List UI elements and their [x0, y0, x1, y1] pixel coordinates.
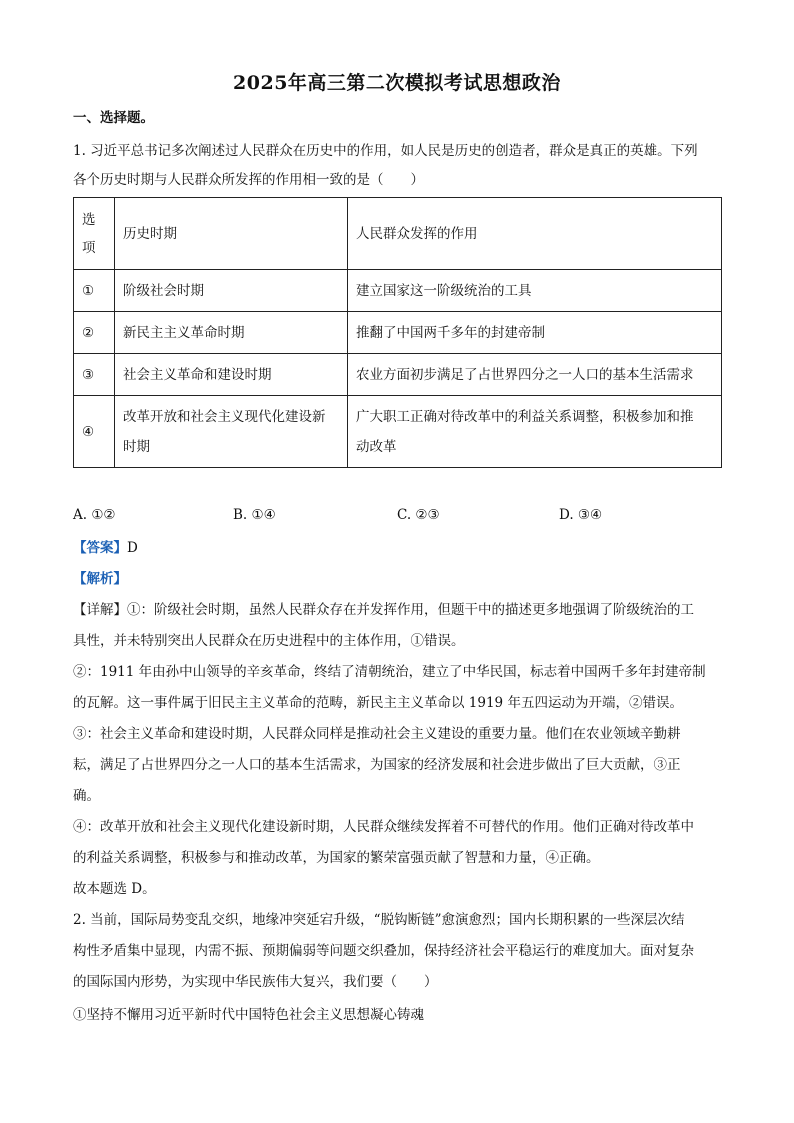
table-row [74, 312, 722, 354]
q1-table [73, 197, 722, 468]
table-row [74, 270, 722, 312]
row-period: 新民主主义革命时期 [115, 312, 348, 354]
conclusion-line: 故本题选 D。 [73, 881, 156, 897]
q2-stem-line-3: 的国际国内形势，为实现中华民族伟大复兴，我们要（ ） [73, 974, 438, 990]
explanation-line: ③：社会主义革命和建设时期，人民群众同样是推动社会主义建设的重要力量。他们在农业领域辛勤耕 [73, 726, 681, 742]
option-a: A. ①② [73, 507, 116, 523]
analysis-tag: 【解析】 [73, 571, 127, 587]
row-period: 阶级社会时期 [115, 270, 348, 312]
table-row [74, 354, 722, 396]
header-option-char-1: 选 [82, 211, 96, 228]
explanation-line: 具性，并未特别突出人民群众在历史进程中的主体作用，①错误。 [73, 633, 465, 649]
page-title: 2025年高三第二次模拟考试思想政治 [233, 72, 561, 94]
row-role: 建立国家这一阶级统治的工具 [348, 270, 722, 312]
explanation-line: 【详解】①：阶级社会时期，虽然人民群众存在并发挥作用，但题干中的描述更多地强调了阶级统治的工 [73, 602, 694, 618]
row-role: 推翻了中国两千多年的封建帝制 [348, 312, 722, 354]
row-number: ④ [74, 396, 115, 468]
explanation-line: 的利益关系调整，积极参与和推动改革，为国家的繁荣富强贡献了智慧和力量，④正确。 [73, 850, 600, 866]
row-role [348, 396, 722, 468]
header-role-cell: 人民群众发挥的作用 [348, 198, 722, 270]
explanation-line: ④：改革开放和社会主义现代化建设新时期，人民群众继续发挥着不可替代的作用。他们正确对待改革中 [73, 819, 694, 835]
row-period: 社会主义革命和建设时期 [115, 354, 348, 396]
answer-tag: 【答案】 [73, 540, 127, 556]
q1-stem-line-2: 各个历史时期与人民群众所发挥的作用相一致的是（ ） [73, 172, 424, 188]
explanation-line: 的瓦解。这一事件属于旧民主主义革命的范畴，新民主主义革命以 1919 年五四运动为开端，②错误。 [73, 695, 683, 711]
q2-item-1: ①坚持不懈用习近平新时代中国特色社会主义思想凝心铸魂 [73, 1007, 424, 1023]
row-number: ② [74, 312, 115, 354]
q2-stem-line-2: 构性矛盾集中显现，内需不振、预期偏弱等问题交织叠加，保持经济社会平稳运行的难度加大。面对复杂 [73, 943, 694, 959]
q1-stem-line-1: 1. 习近平总书记多次阐述过人民群众在历史中的作用，如人民是历史的创造者，群众是真正的英雄。下列 [73, 143, 698, 159]
row-number: ① [74, 270, 115, 312]
q1-options [73, 507, 733, 529]
row-period-line-1: 改革开放和社会主义现代化建设新 [123, 408, 326, 425]
row-period [115, 396, 348, 468]
header-option-char-2: 项 [82, 239, 96, 256]
option-c: C. ②③ [397, 507, 440, 523]
table-row [74, 396, 722, 468]
option-b: B. ①④ [233, 507, 276, 523]
explanation-line: ②：1911 年由孙中山领导的辛亥革命，终结了清朝统治，建立了中华民国，标志着中国两千多年封建帝制 [73, 664, 706, 680]
answer-line [73, 538, 733, 558]
header-period-cell: 历史时期 [115, 198, 348, 270]
row-role-line-1: 广大职工正确对待改革中的利益关系调整，积极参加和推 [356, 408, 694, 425]
option-d: D. ③④ [559, 507, 603, 523]
row-number: ③ [74, 354, 115, 396]
explanation-line: 确。 [73, 788, 100, 804]
row-role-line-2: 动改革 [356, 438, 397, 455]
explanation-line: 耘，满足了占世界四分之一人口的基本生活需求，为国家的经济发展和社会进步做出了巨大贡献，③正 [73, 757, 681, 773]
section-heading: 一、选择题。 [73, 110, 154, 126]
row-period-line-2: 时期 [123, 438, 150, 455]
header-option-cell [74, 198, 115, 270]
answer-value: D [127, 540, 138, 556]
analysis-line [73, 569, 733, 589]
q2-stem-line-1: 2. 当前，国际局势变乱交织，地缘冲突延宕升级，“脱钩断链”愈演愈烈；国内长期积累的一些深层次结 [73, 912, 685, 928]
row-role: 农业方面初步满足了占世界四分之一人口的基本生活需求 [348, 354, 722, 396]
table-header-row [74, 198, 722, 270]
